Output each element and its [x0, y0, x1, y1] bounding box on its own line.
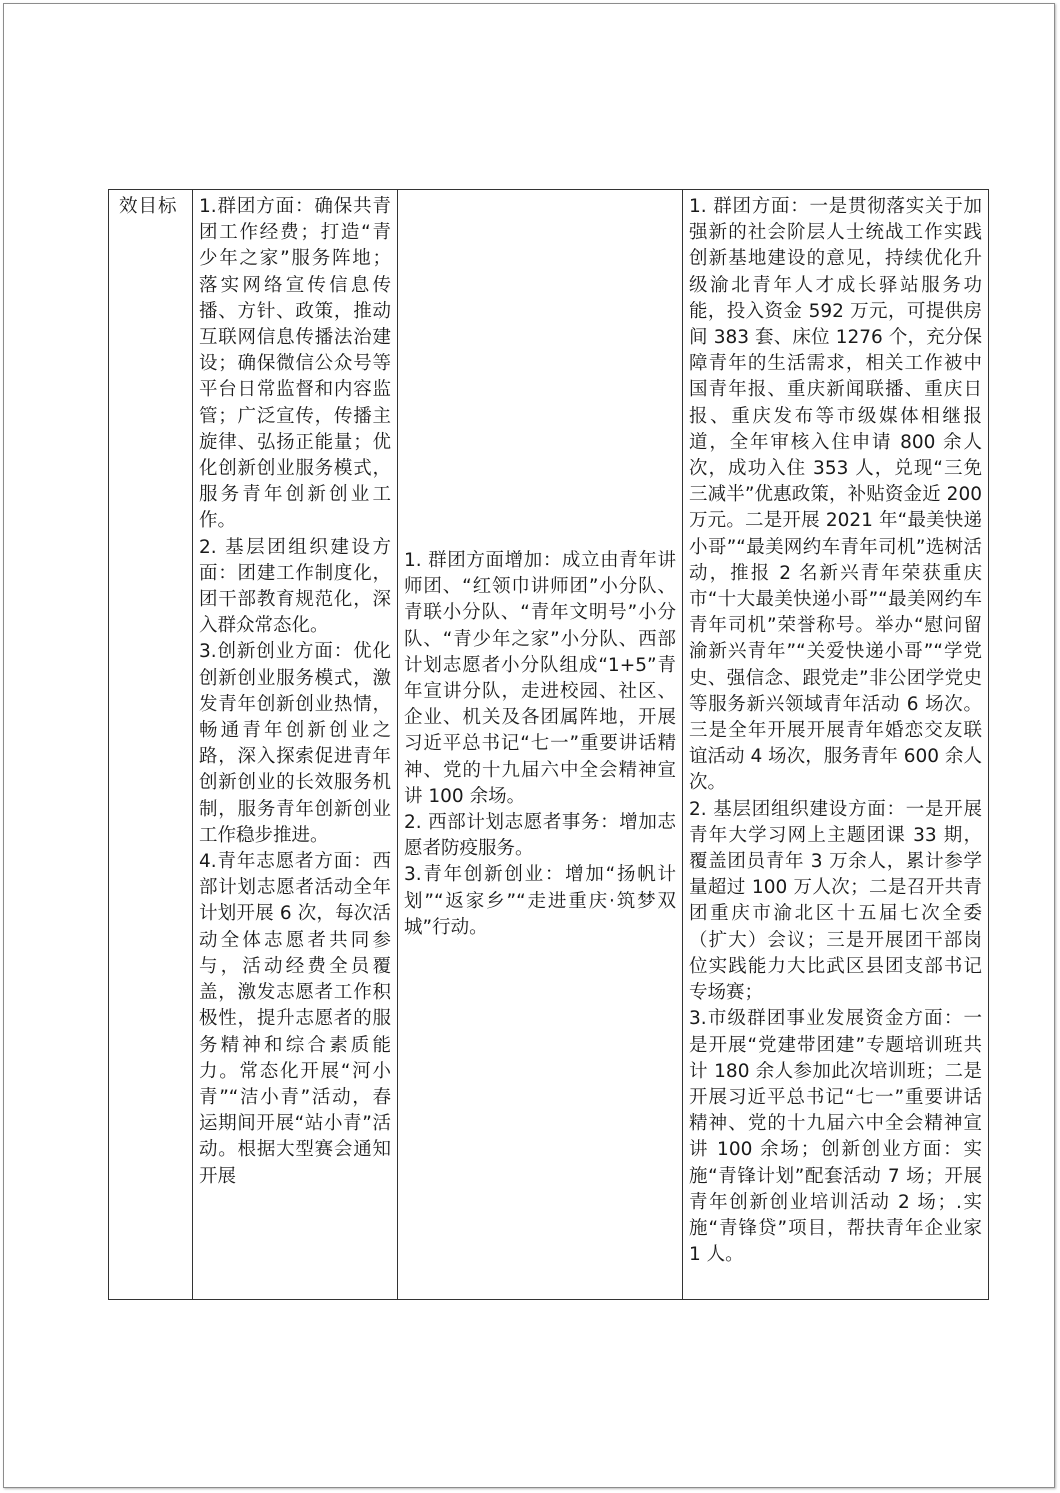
annual-target-item: 3.创新创业方面：优化创新创业服务模式，激发青年创新创业热情，畅通青年创新创业之路，深入探索促进青年创新创业的长效服务机制，服务青年创新创业工作稳步推进。: [199, 641, 391, 846]
adjusted-target-cell: [398, 190, 683, 1300]
row-label: 效目标: [119, 196, 178, 217]
annual-target-item: 2. 基层团组织建设方面：团建工作制度化，团干部教育规范化，深入群众常态化。: [199, 536, 391, 637]
annual-target-cell: [193, 190, 398, 1300]
annual-target-item: 1.群团方面：确保共青团工作经费；打造“青少年之家”服务阵地；落实网络宣传信息传播、方针、政策，推动互联网信息传播法治建设；确保微信公众号等平台日常监督和内容监管；广泛宣传，传播主旋律、弘扬正能量；优化创新创业服务模式，服务青年创新创业工作。: [199, 196, 391, 532]
performance-target-table: [108, 189, 989, 1300]
annual-target-item: 4.青年志愿者方面：西部计划志愿者活动全年计划开展 6 次，每次活动全体志愿者共同参与，活动经费全员覆盖，激发志愿者工作积极性，提升志愿者的服务精神和综合素质能力。常态化开展“河小青”“洁小青”活动，春运期间开展“站小青”活动。根据大型赛会通知开展: [199, 851, 391, 1187]
completion-cell: [683, 190, 989, 1300]
completion-item: 2. 基层团组织建设方面：一是开展青年大学习网上主题团课 33 期，覆盖团员青年 3 万余人，累计参学量超过 100 万人次；二是召开共青团重庆市渝北区十五届七次全委（扩大）会议；三是开展团干部岗位实践能力大比武区县团支部书记专场赛；: [689, 798, 982, 1004]
completion-item: 3.市级群团事业发展资金方面：一是开展“党建带团建”专题培训班共计 180 余人参加此次培训班；二是开展习近平总书记“七一”重要讲话精神、党的十九届六中全会精神宣讲 100 余场；创新创业方面：实施“青锋计划”配套活动 7 场；开展青年创新创业培训活动 2 场；.实施“青锋贷”项目，帮扶青年企业家 1 人。: [689, 1008, 982, 1266]
completion-item: 1. 群团方面：一是贯彻落实关于加强新的社会阶层人士统战工作实践创新基地建设的意见，持续优化升级渝北青年人才成长驿站服务功能，投入资金 592 万元，可提供房间 383 套、床位 1276 个，充分保障青年的生活需求，相关工作被中国青年报、重庆新闻联播、重庆日报、重庆发布等市级媒体相继报道，全年审核入住申请 800 余人次，成功入住 353 人，兑现“三免三减半”优惠政策，补贴资金近 200 万元。二是开展 2021 年“最美快递小哥”“最美网约车青年司机”选树活动，推报 2 名新兴青年荣获重庆市“十大最美快递小哥”“最美网约车青年司机”荣誉称号。举办“慰问留渝新兴青年”“关爱快递小哥”“学党史、强信念、跟党走”非公团学党史等服务新兴领域青年活动 6 场次。三是全年开展开展青年婚恋交友联谊活动 4 场次，服务青年 600 余人次。: [689, 196, 982, 794]
row-label-cell: [109, 190, 193, 1300]
table-row: [109, 190, 989, 1300]
adjusted-target-item: 1. 群团方面增加：成立由青年讲师团、“红领巾讲师团”小分队、青联小分队、“青年文明号”小分队、“青少年之家”小分队、西部计划志愿者小分队组成“1+5”青年宣讲分队，走进校园、社区、企业、机关及各团属阵地，开展习近平总书记“七一”重要讲话精神、党的十九届六中全会精神宣讲 100 余场。: [404, 549, 676, 807]
adjusted-target-item: 3.青年创新创业：增加“扬帆计划”“返家乡”“走进重庆·筑梦双城”行动。: [404, 864, 676, 938]
adjusted-target-item: 2. 西部计划志愿者事务：增加志愿者防疫服务。: [404, 812, 676, 860]
